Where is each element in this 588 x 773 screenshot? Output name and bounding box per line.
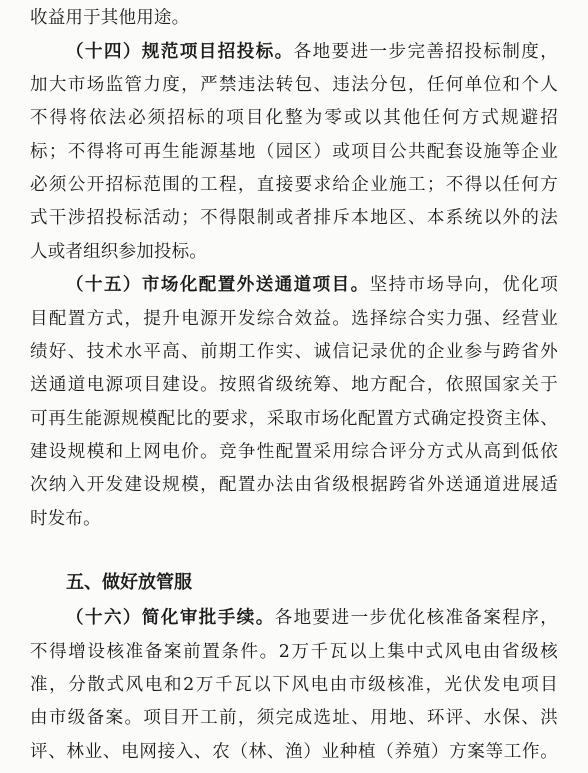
paragraph-line: 可再生能源规模配比的要求，采取市场化配置方式确定投资主体、 [30,409,558,429]
paragraph-line: 准，分散式风电和2万千瓦以下风电由市级核准，光伏发电项目 [30,675,558,695]
paragraph-line: 式干涉招投标活动；不得限制或者排斥本地区、本系统以外的法 [30,208,558,228]
section-14-first-line [66,36,558,68]
paragraph-line: 次纳入开发建设规模，配置办法由省级根据跨省外送通道进展适 [30,475,558,495]
section-16-heading: （十六）简化审批手续。 [66,608,275,628]
paragraph-line: 必须公开招标范围的工程，直接要求给企业施工；不得以任何方 [30,175,558,195]
paragraph-line: 由市级备案。项目开工前，须完成选址、用地、环评、水保、洪 [30,708,558,728]
chapter-heading: 五、做好放管服 [66,572,192,593]
paragraph-line: 收益用于其他用途。 [30,8,190,28]
paragraph-line: 不得增设核准备案前置条件。2万千瓦以上集中式风电由省级核 [30,642,558,662]
paragraph-line: 评、林业、电网接入、农（林、渔）业种植（养殖）方案等工作。 [30,742,558,762]
section-16-first-line [66,602,558,634]
paragraph-line: 不得将依法必须招标的项目化整为零或以其他任何方式规避招 [30,108,558,128]
paragraph-line: 建设规模和上网电价。竞争性配置采用综合评分方式从高到低依 [30,442,558,462]
section-15-first-line-text: 坚持市场导向，优化项 [369,275,559,295]
paragraph-line: 绩好、技术水平高、前期工作实、诚信记录优的企业参与跨省外 [30,342,558,362]
section-16-first-line-text: 各地要进一步优化核准备案程序， [274,608,559,628]
paragraph-line: 人或者组织参加投标。 [30,242,207,262]
section-14-first-line-text: 各地要进一步完善招投标制度， [293,42,558,62]
section-14-heading: （十四）规范项目招投标。 [66,42,294,62]
paragraph-line: 送通道电源项目建设。按照省级统筹、地方配合，依照国家关于 [30,375,558,395]
paragraph-line: 时发布。 [30,509,101,529]
paragraph-line: 目配置方式，提升电源开发综合效益。选择综合实力强、经营业 [30,309,558,329]
section-15-heading: （十五）市场化配置外送通道项目。 [66,275,370,295]
section-15-first-line [66,269,558,301]
paragraph-line: 标；不得将可再生能源基地（园区）或项目公共配套设施等企业 [30,142,558,162]
paragraph-line: 加大市场监管力度，严禁违法转包、违法分包，任何单位和个人 [30,75,558,95]
